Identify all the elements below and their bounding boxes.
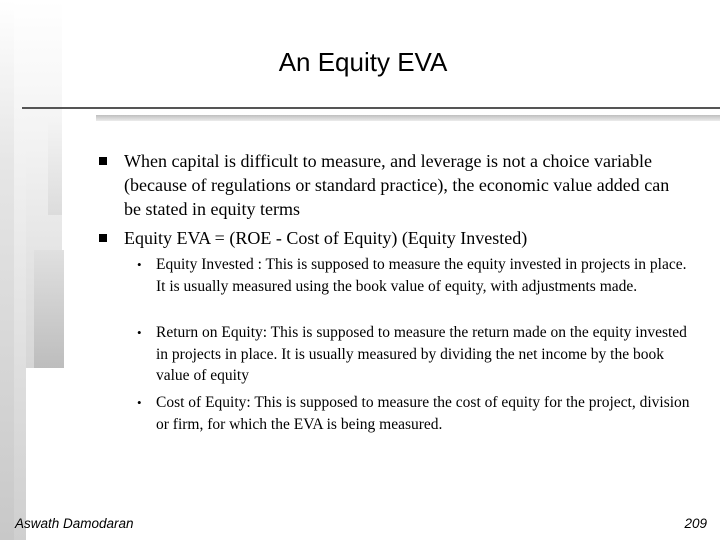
- decorative-side-bar: [14, 0, 26, 540]
- page-number: 209: [684, 516, 707, 531]
- sub-bullet-text: Return on Equity: This is supposed to measure the return made on the equity invested in projects in place. It is usually measured by dividing the net income by the book value of equity: [156, 324, 687, 384]
- bullet-dot: •: [137, 325, 142, 340]
- slide-title: An Equity EVA: [278, 47, 448, 77]
- footer-author: Aswath Damodaran: [15, 516, 134, 531]
- decorative-side-bar: [34, 250, 64, 368]
- title-divider-shadow: [96, 115, 720, 121]
- square-bullet-icon: [99, 157, 107, 165]
- square-bullet-icon: [99, 234, 107, 242]
- decorative-side-bar: [48, 120, 62, 215]
- decorative-side-bar: [0, 0, 14, 540]
- title-divider: [22, 107, 720, 109]
- bullet-dot: •: [137, 257, 142, 272]
- sub-bullet-text: Cost of Equity: This is supposed to measure the cost of equity for the project, division or firm, for which the EVA is being measured.: [156, 394, 690, 433]
- bullet-text: Equity EVA = (ROE - Cost of Equity) (Equity Invested): [124, 228, 528, 248]
- bullet-dot: •: [137, 395, 142, 410]
- sub-bullet-text: Equity Invested : This is supposed to measure the equity invested in projects in place. It is usually measured using the book value of equity, with adjustments made.: [156, 256, 687, 295]
- bullet-text: When capital is difficult to measure, and leverage is not a choice variable (because of regulations or standard practice), the economic value added can be stated in equity terms: [124, 151, 670, 219]
